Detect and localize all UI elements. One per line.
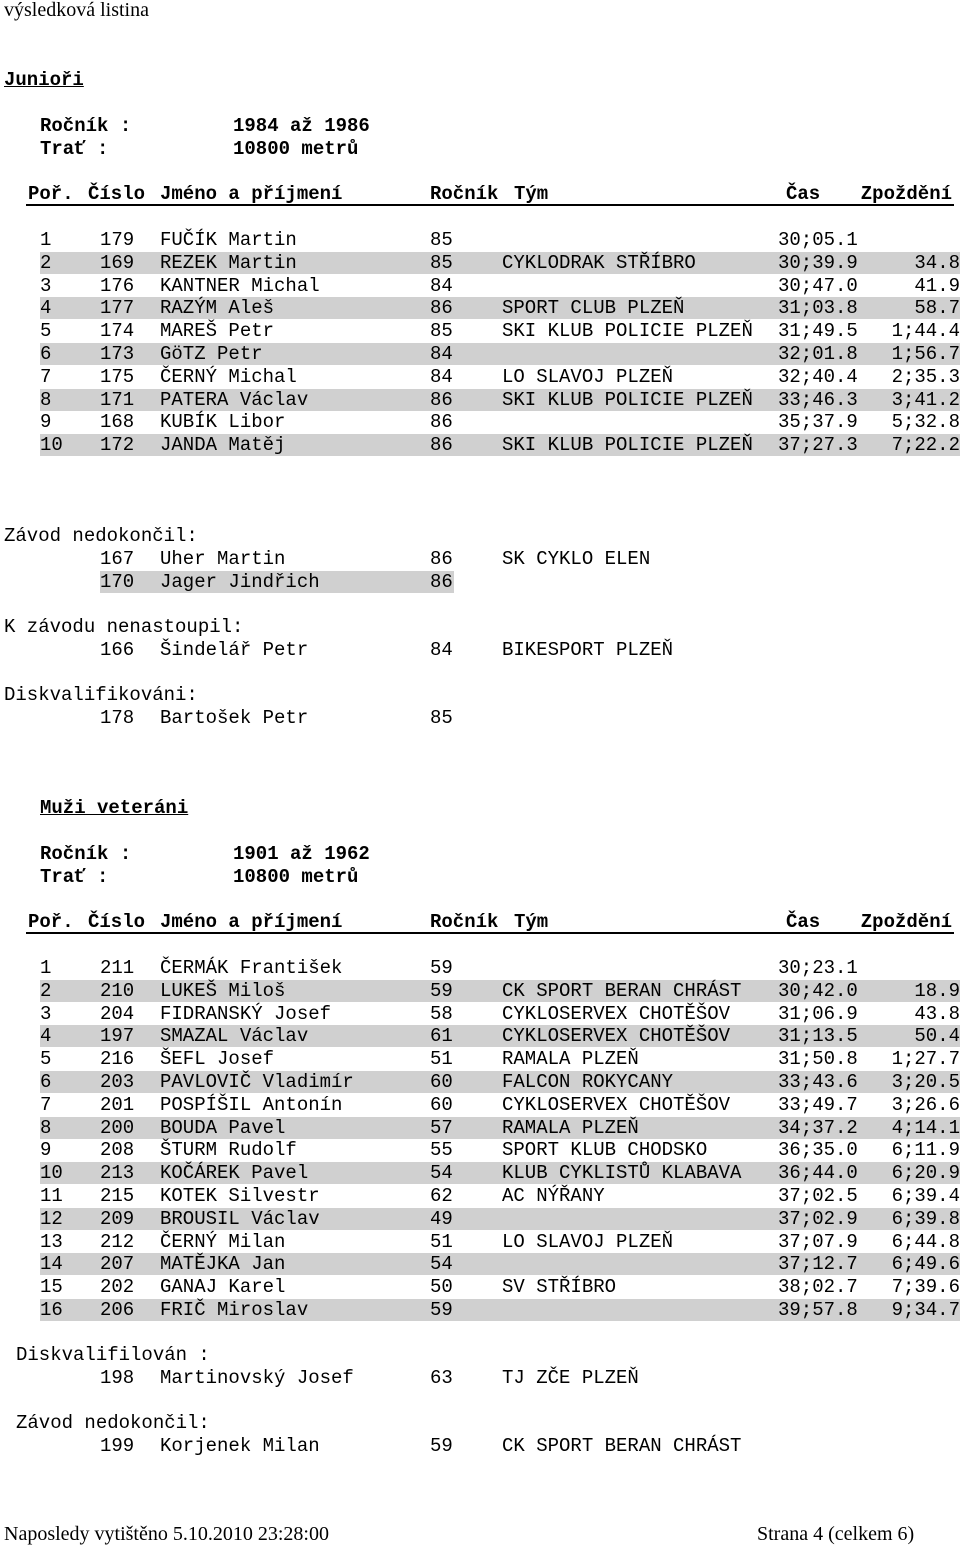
table-row [40, 1276, 960, 1298]
rank-cell: 12 [40, 1207, 63, 1230]
col-year-header: Ročník [430, 911, 499, 933]
rank-cell: 1 [40, 957, 52, 979]
time-cell: 36;35.0 [778, 1139, 858, 1162]
list-item [40, 1435, 960, 1457]
name-cell: ŠEFL Josef [160, 1048, 275, 1071]
table-row [40, 275, 960, 297]
rank-cell: 10 [40, 434, 63, 457]
start-number-cell: 200 [100, 1116, 135, 1139]
team-cell: RAMALA PLZEŇ [502, 1116, 639, 1139]
start-number-cell: 210 [100, 979, 135, 1002]
rank-cell: 5 [40, 320, 52, 343]
start-number-cell: 169 [100, 251, 135, 274]
name-cell: Jager Jindřich [160, 570, 320, 593]
team-cell: BIKESPORT PLZEŇ [502, 639, 674, 661]
name-cell: ČERNÝ Milan [160, 1230, 286, 1253]
time-cell: 31;13.5 [778, 1025, 858, 1048]
birth-year-cell: 59 [430, 1435, 453, 1457]
start-number-cell: 173 [100, 343, 135, 365]
time-cell: 37;12.7 [778, 1253, 858, 1276]
birth-year-cell: 84 [430, 274, 453, 297]
time-cell: 31;03.8 [778, 297, 858, 320]
name-cell: Bartošek Petr [160, 707, 309, 729]
delay-cell: 9;34.7 [891, 1299, 960, 1321]
time-cell: 37;02.9 [778, 1207, 858, 1230]
header-rule [26, 932, 954, 934]
birth-year-cell: 50 [430, 1276, 453, 1299]
birth-year-cell: 57 [430, 1116, 453, 1139]
delay-cell: 4;14.1 [891, 1116, 960, 1139]
table-row [40, 1139, 960, 1161]
time-cell: 31;06.9 [778, 1002, 858, 1025]
time-cell: 39;57.8 [778, 1299, 858, 1321]
name-cell: ČERNÝ Michal [160, 365, 297, 388]
delay-cell: 58.7 [914, 297, 960, 320]
rank-cell: 9 [40, 1139, 52, 1162]
rank-cell: 6 [40, 343, 52, 365]
team-cell: CYKLODRAK STŘÍBRO [502, 251, 696, 274]
col-num-header: Číslo [88, 183, 146, 205]
name-cell: SMAZAL Václav [160, 1025, 309, 1048]
header-rule [26, 204, 954, 206]
dnf-label: Závod nedokončil: [16, 1412, 210, 1434]
name-cell: RAZÝM Aleš [160, 297, 275, 320]
start-number-cell: 206 [100, 1299, 135, 1321]
birth-year-cell: 85 [430, 229, 453, 251]
birth-year-cell: 86 [430, 570, 453, 593]
time-cell: 38;02.7 [778, 1276, 858, 1299]
table-row [40, 1231, 960, 1253]
team-cell: CYKLOSERVEX CHOTĚŠOV [502, 1093, 731, 1116]
table-row [40, 229, 960, 251]
start-number-cell: 174 [100, 320, 135, 343]
team-cell: KLUB CYKLISTŮ KLABAVA [502, 1162, 742, 1185]
time-cell: 32;01.8 [778, 343, 858, 365]
delay-cell: 43.8 [914, 1002, 960, 1025]
start-number-cell: 172 [100, 434, 135, 457]
team-cell: SKI KLUB POLICIE PLZEŇ [502, 434, 753, 457]
team-cell: CK SPORT BERAN CHRÁST [502, 1435, 742, 1457]
track-value: 10800 metrů [233, 866, 359, 888]
time-cell: 34;37.2 [778, 1116, 858, 1139]
birth-year-cell: 86 [430, 297, 453, 320]
start-number-cell: 216 [100, 1048, 135, 1071]
name-cell: LUKEŠ Miloš [160, 979, 286, 1002]
start-number-cell: 212 [100, 1230, 135, 1253]
start-number-cell: 168 [100, 411, 135, 434]
team-cell: RAMALA PLZEŇ [502, 1048, 639, 1071]
team-cell: LO SLAVOJ PLZEŇ [502, 365, 674, 388]
delay-cell: 1;56.7 [891, 343, 960, 365]
start-number-cell: 170 [100, 570, 135, 593]
section-title: Muži veteráni [40, 797, 189, 819]
table-row [40, 343, 960, 365]
table-row [40, 1208, 960, 1230]
rank-cell: 8 [40, 1116, 52, 1139]
start-number-cell: 204 [100, 1002, 135, 1025]
delay-cell: 34.8 [914, 251, 960, 274]
birth-year-cell: 85 [430, 707, 453, 729]
table-row [40, 1299, 960, 1321]
start-number-cell: 203 [100, 1071, 135, 1093]
table-row [40, 252, 960, 274]
time-cell: 36;44.0 [778, 1162, 858, 1185]
dsq-label: Diskvalifilován : [16, 1344, 210, 1366]
name-cell: Martinovský Josef [160, 1367, 354, 1389]
name-cell: REZEK Martin [160, 251, 297, 274]
name-cell: ŠTURM Rudolf [160, 1139, 297, 1162]
rank-cell: 8 [40, 388, 52, 411]
print-timestamp: Naposledy vytištěno 5.10.2010 23:28:00 [4, 1523, 329, 1545]
birth-year-cell: 51 [430, 1048, 453, 1071]
table-row [40, 366, 960, 388]
col-rank-header: Poř. [28, 911, 74, 933]
col-delay-header: Zpoždění [860, 183, 952, 205]
birth-year-cell: 58 [430, 1002, 453, 1025]
start-number-cell: 207 [100, 1253, 135, 1276]
name-cell: FRIČ Miroslav [160, 1299, 309, 1321]
table-row [40, 320, 960, 342]
col-team-header: Tým [514, 183, 549, 205]
dnf-label: Závod nedokončil: [4, 525, 198, 547]
start-number-cell: 179 [100, 229, 135, 251]
delay-cell: 5;32.8 [891, 411, 960, 434]
team-cell: SK CYKLO ELEN [502, 548, 651, 570]
table-row [40, 1117, 960, 1139]
rank-cell: 5 [40, 1048, 52, 1071]
delay-cell: 41.9 [914, 274, 960, 297]
delay-cell: 6;11.9 [891, 1139, 960, 1162]
time-cell: 33;46.3 [778, 388, 858, 411]
year-range-label: Ročník : [40, 843, 132, 865]
table-row [40, 1003, 960, 1025]
col-time-header: Čas [786, 183, 821, 205]
rank-cell: 6 [40, 1071, 52, 1093]
start-number-cell: 198 [100, 1367, 135, 1389]
name-cell: BROUSIL Václav [160, 1207, 320, 1230]
time-cell: 33;49.7 [778, 1093, 858, 1116]
table-row [40, 297, 960, 319]
team-cell: CYKLOSERVEX CHOTĚŠOV [502, 1002, 731, 1025]
delay-cell: 6;39.4 [891, 1185, 960, 1207]
start-number-cell: 211 [100, 957, 135, 979]
birth-year-cell: 51 [430, 1230, 453, 1253]
name-cell: KUBÍK Libor [160, 411, 286, 434]
rank-cell: 9 [40, 411, 52, 434]
birth-year-cell: 60 [430, 1071, 453, 1093]
track-value: 10800 metrů [233, 138, 359, 160]
table-row [40, 1071, 960, 1093]
table-row [40, 1185, 960, 1207]
col-time-header: Čas [786, 911, 821, 933]
rank-cell: 15 [40, 1276, 63, 1299]
col-delay-header: Zpoždění [860, 911, 952, 933]
track-label: Trať : [40, 866, 109, 888]
team-cell: SKI KLUB POLICIE PLZEŇ [502, 320, 753, 343]
birth-year-cell: 54 [430, 1162, 453, 1185]
rank-cell: 4 [40, 297, 52, 320]
table-row [40, 411, 960, 433]
rank-cell: 10 [40, 1162, 63, 1185]
table-row [40, 1094, 960, 1116]
time-cell: 30;23.1 [778, 957, 858, 979]
start-number-cell: 171 [100, 388, 135, 411]
col-num-header: Číslo [88, 911, 146, 933]
start-number-cell: 202 [100, 1276, 135, 1299]
start-number-cell: 177 [100, 297, 135, 320]
time-cell: 32;40.4 [778, 365, 858, 388]
delay-cell: 3;41.2 [891, 388, 960, 411]
col-year-header: Ročník [430, 183, 499, 205]
team-cell: SPORT CLUB PLZEŇ [502, 297, 685, 320]
rank-cell: 7 [40, 1093, 52, 1116]
birth-year-cell: 49 [430, 1207, 453, 1230]
name-cell: FIDRANSKÝ Josef [160, 1002, 332, 1025]
time-cell: 33;43.6 [778, 1071, 858, 1093]
page-title: výsledková listina [4, 0, 149, 21]
name-cell: GöTZ Petr [160, 343, 263, 365]
table-row [40, 1253, 960, 1275]
delay-cell: 1;27.7 [891, 1048, 960, 1071]
birth-year-cell: 86 [430, 411, 453, 434]
list-item [40, 571, 960, 593]
team-cell: SKI KLUB POLICIE PLZEŇ [502, 388, 753, 411]
start-number-cell: 209 [100, 1207, 135, 1230]
rank-cell: 3 [40, 274, 52, 297]
delay-cell: 6;20.9 [891, 1162, 960, 1185]
birth-year-cell: 85 [430, 320, 453, 343]
name-cell: Uher Martin [160, 548, 286, 570]
rank-cell: 2 [40, 979, 52, 1002]
team-cell: SPORT KLUB CHODSKO [502, 1139, 708, 1162]
start-number-cell: 178 [100, 707, 135, 729]
dsq-label: Diskvalifikováni: [4, 684, 198, 706]
results-header [28, 911, 960, 933]
table-row [40, 980, 960, 1002]
name-cell: POSPÍŠIL Antonín [160, 1093, 343, 1116]
list-item [40, 1367, 960, 1389]
table-row [40, 1162, 960, 1184]
col-name-header: Jméno a příjmení [160, 183, 343, 205]
col-rank-header: Poř. [28, 183, 74, 205]
start-number-cell: 208 [100, 1139, 135, 1162]
track-label: Trať : [40, 138, 109, 160]
year-range-label: Ročník : [40, 115, 132, 137]
delay-cell: 7;22.2 [891, 434, 960, 457]
birth-year-cell: 86 [430, 434, 453, 457]
time-cell: 30;42.0 [778, 979, 858, 1002]
name-cell: PAVLOVIČ Vladimír [160, 1071, 354, 1093]
rank-cell: 1 [40, 229, 52, 251]
delay-cell: 3;20.5 [891, 1071, 960, 1093]
birth-year-cell: 61 [430, 1025, 453, 1048]
list-item [40, 548, 960, 570]
birth-year-cell: 84 [430, 639, 453, 661]
delay-cell: 2;35.3 [891, 365, 960, 388]
name-cell: PATERA Václav [160, 388, 309, 411]
delay-cell: 18.9 [914, 979, 960, 1002]
team-cell: FALCON ROKYCANY [502, 1071, 674, 1093]
name-cell: KANTNER Michal [160, 274, 320, 297]
delay-cell: 3;26.6 [891, 1093, 960, 1116]
time-cell: 31;50.8 [778, 1048, 858, 1071]
name-cell: BOUDA Pavel [160, 1116, 286, 1139]
name-cell: FUČÍK Martin [160, 229, 297, 251]
name-cell: KOČÁREK Pavel [160, 1162, 309, 1185]
time-cell: 37;27.3 [778, 434, 858, 457]
delay-cell: 1;44.4 [891, 320, 960, 343]
birth-year-cell: 84 [430, 343, 453, 365]
time-cell: 37;07.9 [778, 1230, 858, 1253]
start-number-cell: 201 [100, 1093, 135, 1116]
birth-year-cell: 59 [430, 957, 453, 979]
team-cell: SV STŘÍBRO [502, 1276, 617, 1299]
rank-cell: 14 [40, 1253, 63, 1276]
rank-cell: 4 [40, 1025, 52, 1048]
birth-year-cell: 59 [430, 1299, 453, 1321]
name-cell: ČERMÁK František [160, 957, 343, 979]
col-name-header: Jméno a příjmení [160, 911, 343, 933]
year-range-value: 1901 až 1962 [233, 843, 370, 865]
start-number-cell: 199 [100, 1435, 135, 1457]
results-header [28, 183, 960, 205]
name-cell: KOTEK Silvestr [160, 1185, 320, 1207]
start-number-cell: 197 [100, 1025, 135, 1048]
birth-year-cell: 63 [430, 1367, 453, 1389]
team-cell: LO SLAVOJ PLZEŇ [502, 1230, 674, 1253]
rank-cell: 7 [40, 365, 52, 388]
rank-cell: 16 [40, 1299, 63, 1321]
year-range-value: 1984 až 1986 [233, 115, 370, 137]
table-row [40, 434, 960, 456]
section-title: Junioři [4, 69, 84, 91]
dns-label: K závodu nenastoupil: [4, 616, 244, 638]
time-cell: 30;47.0 [778, 274, 858, 297]
birth-year-cell: 62 [430, 1185, 453, 1207]
table-row [40, 1048, 960, 1070]
list-item [40, 639, 960, 661]
rank-cell: 3 [40, 1002, 52, 1025]
start-number-cell: 175 [100, 365, 135, 388]
start-number-cell: 167 [100, 548, 135, 570]
team-cell: CK SPORT BERAN CHRÁST [502, 979, 742, 1002]
birth-year-cell: 55 [430, 1139, 453, 1162]
rank-cell: 13 [40, 1230, 63, 1253]
birth-year-cell: 86 [430, 548, 453, 570]
list-item [40, 707, 960, 729]
delay-cell: 6;39.8 [891, 1207, 960, 1230]
time-cell: 30;05.1 [778, 229, 858, 251]
name-cell: MAREŠ Petr [160, 320, 275, 343]
table-row [40, 1025, 960, 1047]
birth-year-cell: 59 [430, 979, 453, 1002]
table-row [40, 957, 960, 979]
start-number-cell: 215 [100, 1185, 135, 1207]
rank-cell: 2 [40, 251, 52, 274]
team-cell: TJ ZČE PLZEŇ [502, 1367, 639, 1389]
delay-cell: 6;49.6 [891, 1253, 960, 1276]
delay-cell: 50.4 [914, 1025, 960, 1048]
birth-year-cell: 86 [430, 388, 453, 411]
team-cell: AC NÝŘANY [502, 1185, 605, 1207]
time-cell: 30;39.9 [778, 251, 858, 274]
name-cell: MATĚJKA Jan [160, 1253, 286, 1276]
start-number-cell: 176 [100, 274, 135, 297]
page-number: Strana 4 (celkem 6) [757, 1523, 915, 1545]
col-team-header: Tým [514, 911, 549, 933]
team-cell: CYKLOSERVEX CHOTĚŠOV [502, 1025, 731, 1048]
name-cell: Korjenek Milan [160, 1435, 320, 1457]
birth-year-cell: 54 [430, 1253, 453, 1276]
name-cell: Šindelář Petr [160, 639, 309, 661]
table-row [40, 389, 960, 411]
start-number-cell: 166 [100, 639, 135, 661]
name-cell: JANDA Matěj [160, 434, 286, 457]
birth-year-cell: 85 [430, 251, 453, 274]
name-cell: GANAJ Karel [160, 1276, 286, 1299]
delay-cell: 6;44.8 [891, 1230, 960, 1253]
time-cell: 35;37.9 [778, 411, 858, 434]
birth-year-cell: 60 [430, 1093, 453, 1116]
delay-cell: 7;39.6 [891, 1276, 960, 1299]
start-number-cell: 213 [100, 1162, 135, 1185]
time-cell: 37;02.5 [778, 1185, 858, 1207]
rank-cell: 11 [40, 1185, 63, 1207]
time-cell: 31;49.5 [778, 320, 858, 343]
birth-year-cell: 84 [430, 365, 453, 388]
